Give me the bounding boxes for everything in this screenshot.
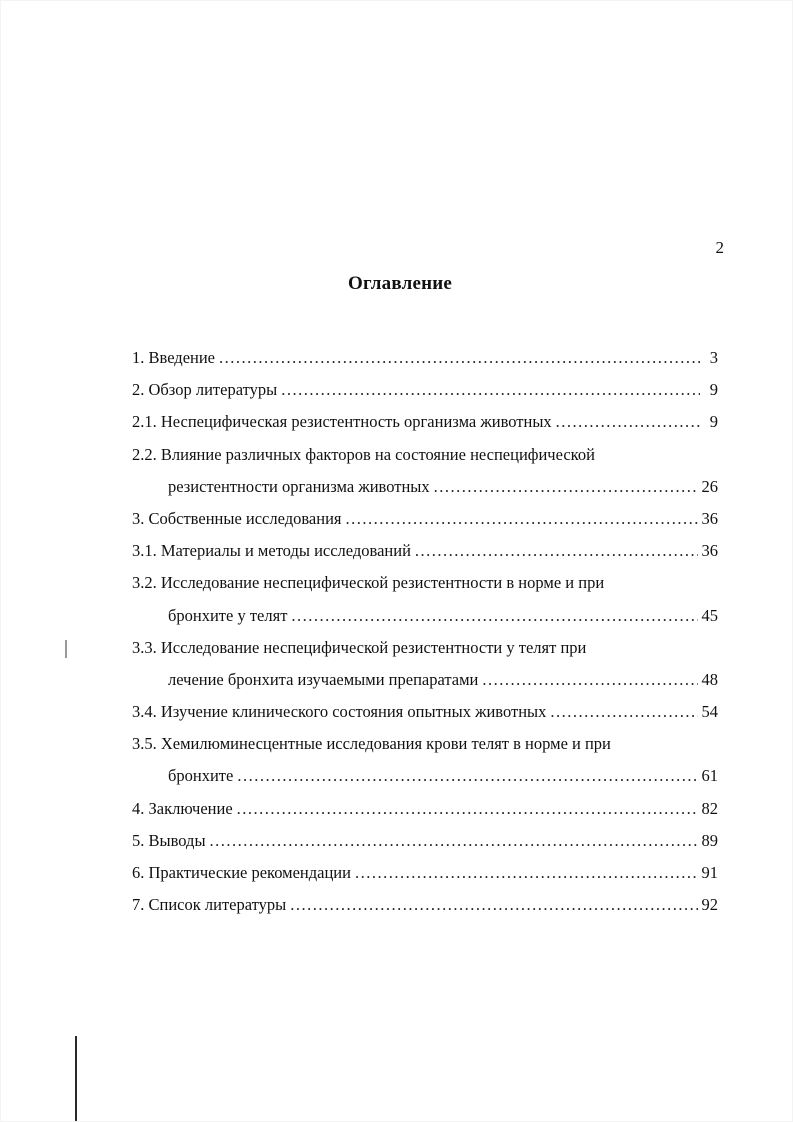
toc-entry-own-research [132, 503, 718, 535]
toc-entry-text: 5. Выводы [132, 830, 206, 850]
toc-entry-2-2-line1 [132, 439, 718, 471]
toc-entry-3-2-line2 [132, 600, 718, 632]
toc-entry-bibliography [132, 889, 718, 921]
toc-entry-page: 36 [701, 541, 718, 561]
toc-entry-text: 3.2. Исследование неспецифической резистентности в норме и при [132, 573, 605, 593]
toc-entry-page: 9 [709, 412, 718, 432]
toc-entry-text: 6. Практические рекомендации [132, 863, 351, 882]
toc-entry-text: 3.4. Изучение клинического состояния опытных животных [132, 702, 547, 722]
toc-entry-text: 3. Собственные исследования [132, 508, 342, 528]
toc-entry-page: 48 [701, 669, 718, 689]
toc-leader-dots [210, 825, 698, 857]
toc-leader-dots [556, 406, 700, 438]
toc-leader-dots [550, 696, 697, 728]
toc-entry-page: 61 [701, 766, 718, 786]
toc-entry-findings [132, 825, 718, 857]
page-number: 2 [715, 238, 724, 257]
toc-entry-text: 3.5. Хемилюминесцентные исследования крови телят в норме и при [132, 734, 611, 754]
toc-leader-dots [237, 793, 698, 825]
toc-entry-3-5-line2 [132, 760, 718, 792]
toc-leader-dots [281, 374, 700, 406]
toc-entry-3-3-line2 [132, 664, 718, 696]
toc-entry-text: бронхите у телят [168, 605, 288, 625]
table-of-contents [132, 342, 718, 921]
toc-entry-3-2-line1 [132, 567, 718, 599]
toc-entry-2-2-line2 [132, 471, 718, 503]
toc-entry-3-4 [132, 696, 718, 728]
toc-entry-page: 89 [701, 830, 718, 850]
toc-entry-text: 4. Заключение [132, 798, 233, 818]
scan-artifact-mark [65, 640, 67, 658]
toc-entry-text: 3.3. Исследование неспецифической резистентности у телят при [132, 637, 587, 657]
toc-entry-literature-review [132, 374, 718, 406]
toc-entry-3-1 [132, 535, 718, 567]
toc-leader-dots [415, 535, 698, 567]
toc-entry-text: 1. Введение [132, 348, 216, 367]
toc-entry-page: 26 [701, 476, 718, 496]
toc-leader-dots [482, 664, 697, 696]
toc-leader-dots [355, 857, 698, 889]
toc-title: Оглавление [347, 273, 453, 294]
toc-leader-dots [346, 503, 698, 535]
toc-entry-page: 45 [701, 605, 718, 625]
toc-entry-conclusion [132, 793, 718, 825]
toc-entry-recommendations [132, 857, 718, 889]
toc-entry-page: 3 [709, 348, 718, 367]
toc-entry-3-5-line1 [132, 728, 718, 760]
toc-leader-dots [237, 760, 697, 792]
toc-entry-text: бронхите [168, 766, 234, 786]
toc-entry-text: резистентности организма животных [168, 476, 430, 496]
toc-entry-page: 54 [701, 702, 718, 722]
toc-entry-text: лечение бронхита изучаемыми препаратами [168, 669, 479, 689]
scan-artifact-line [75, 1036, 77, 1122]
toc-entry-text: 2. Обзор литературы [132, 380, 278, 400]
toc-entry-text: 7. Список литературы [132, 895, 287, 915]
toc-entry-page: 82 [701, 798, 718, 818]
toc-entry-text: 2.2. Влияние различных факторов на состояние неспецифической [132, 444, 595, 464]
toc-leader-dots [434, 471, 698, 503]
toc-entry-page: 91 [701, 863, 718, 882]
toc-entry-introduction [132, 342, 718, 374]
toc-leader-dots [291, 600, 697, 632]
toc-entry-text: 2.1. Неспецифическая резистентность организма животных [132, 412, 552, 432]
toc-entry-page: 36 [701, 508, 718, 528]
toc-entry-2-1 [132, 406, 718, 438]
toc-entry-3-3-line1 [132, 632, 718, 664]
toc-leader-dots [290, 889, 697, 921]
toc-entry-text: 3.1. Материалы и методы исследований [132, 541, 411, 561]
toc-leader-dots [219, 342, 700, 374]
toc-entry-page: 9 [709, 380, 718, 400]
toc-entry-page: 92 [701, 895, 718, 915]
